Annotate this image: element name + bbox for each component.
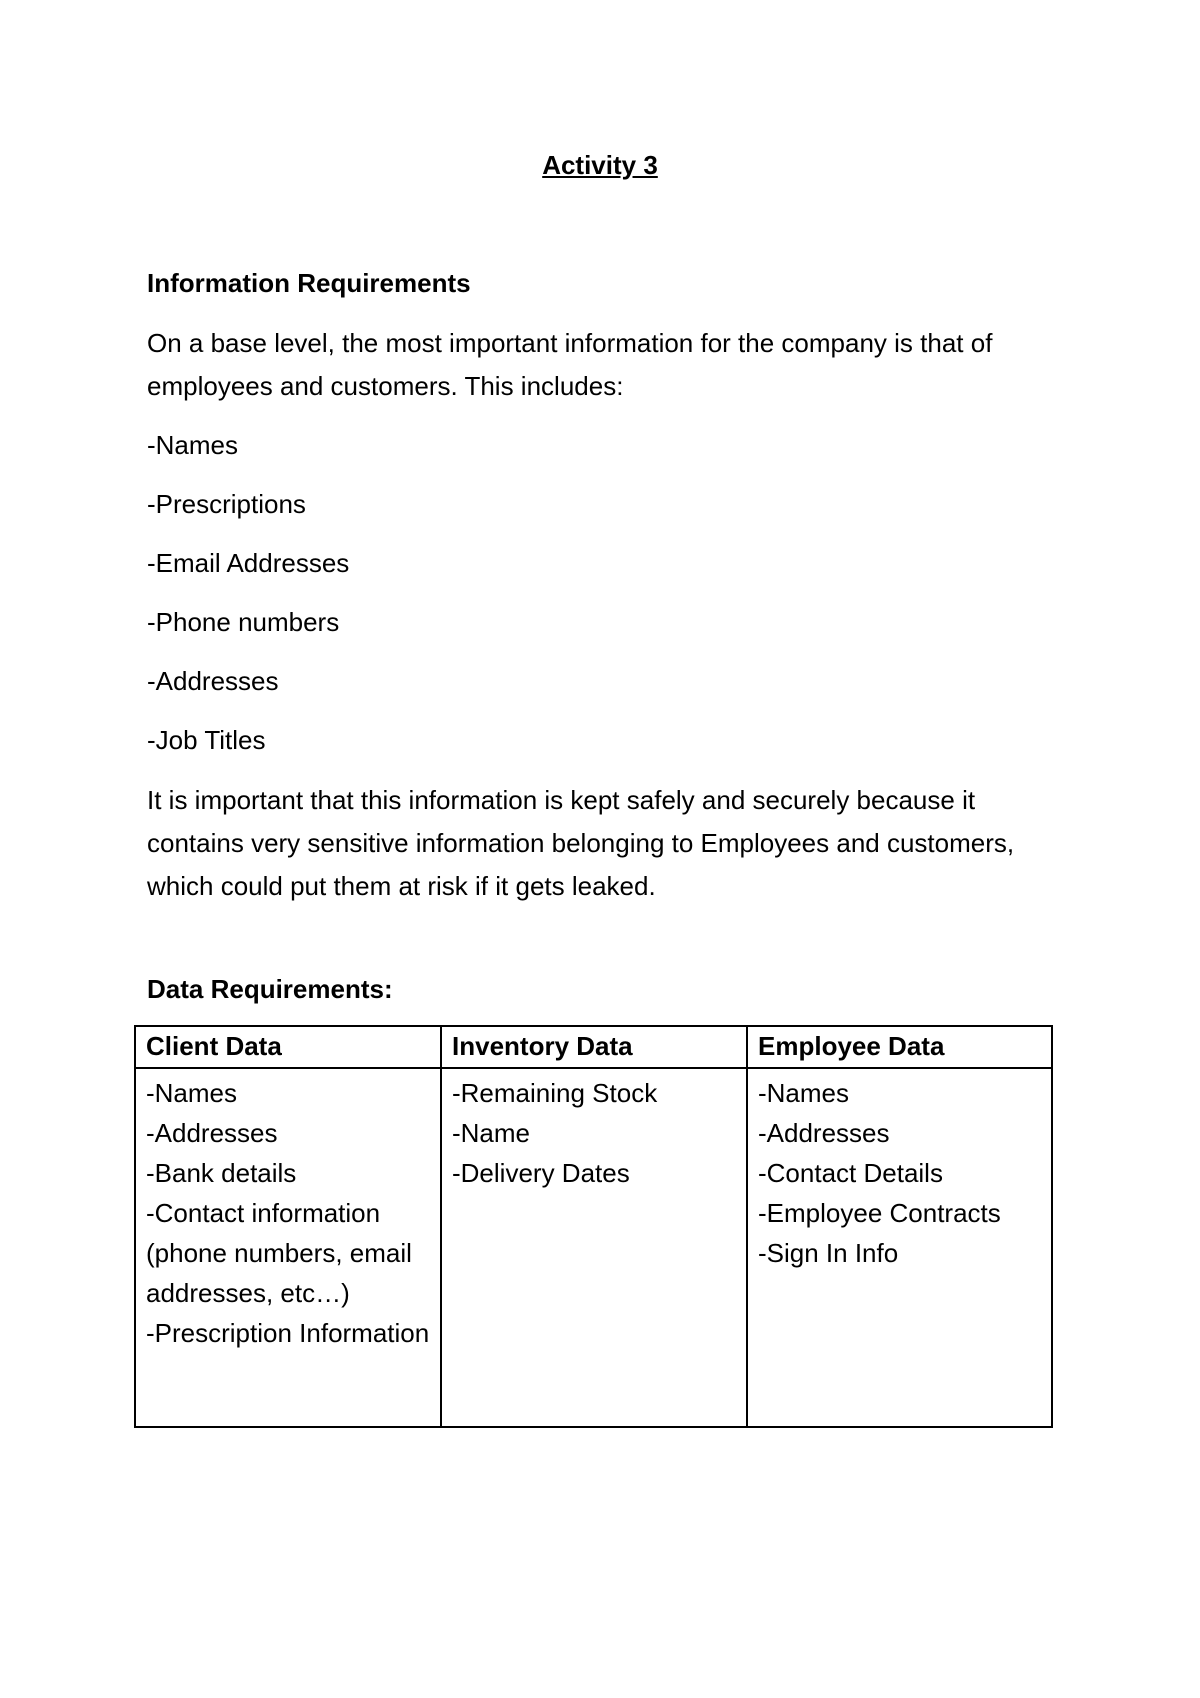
importance-paragraph: It is important that this information is kept safely and securely because it contains very sensitive information belonging to Employees and customers, which could put them at risk if it gets leaked. <box>147 785 1015 901</box>
list-item: -Phone numbers <box>147 607 340 637</box>
list-item: -Addresses <box>146 1118 278 1148</box>
list-item: -Addresses <box>147 666 279 696</box>
information-list <box>147 428 349 782</box>
list-item: -Sign In Info <box>758 1238 899 1268</box>
data-requirements-heading: Data Requirements: <box>147 974 393 1004</box>
list-item: -Prescription Information <box>146 1318 430 1348</box>
list-item: -Remaining Stock <box>452 1078 658 1108</box>
list-item: -Employee Contracts <box>758 1198 1001 1228</box>
column-header-inventory: Inventory Data <box>441 1026 747 1068</box>
list-item: -Names <box>147 430 239 460</box>
list-item: -Names <box>758 1078 850 1108</box>
inventory-data-cell <box>441 1068 747 1427</box>
list-item: -Delivery Dates <box>452 1158 630 1188</box>
employee-data-cell <box>747 1068 1052 1427</box>
list-item: -Email Addresses <box>147 548 350 578</box>
table-header-row <box>135 1026 1052 1068</box>
list-item: -Prescriptions <box>147 489 306 519</box>
client-data-cell <box>135 1068 441 1427</box>
list-item: -Addresses <box>758 1118 890 1148</box>
list-item: -Contact Details <box>758 1158 943 1188</box>
list-item: -Names <box>146 1078 238 1108</box>
list-item: -Name <box>452 1118 531 1148</box>
intro-paragraph: On a base level, the most important information for the company is that of employees and customers. This includes: <box>147 328 993 401</box>
column-header-employee: Employee Data <box>747 1026 1052 1068</box>
table-row <box>135 1068 1052 1427</box>
document-title: Activity 3 <box>542 150 658 180</box>
list-item: -Job Titles <box>147 725 266 755</box>
column-header-client: Client Data <box>135 1026 441 1068</box>
data-requirements-table <box>134 1025 1053 1428</box>
information-requirements-heading: Information Requirements <box>147 268 471 298</box>
list-item: -Bank details <box>146 1158 297 1188</box>
list-item: -Contact information (phone numbers, email addresses, etc…) <box>146 1198 412 1308</box>
